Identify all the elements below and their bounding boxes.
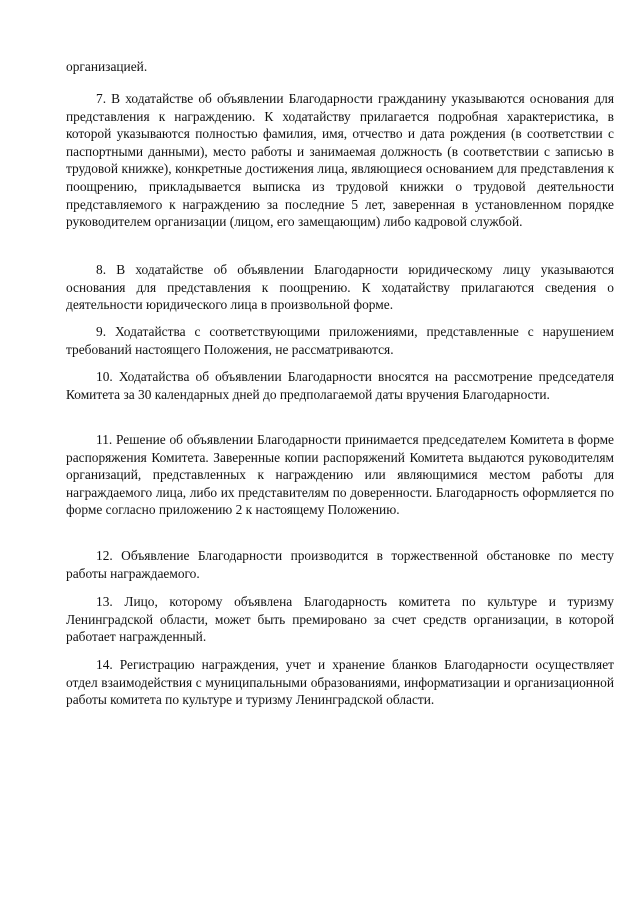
paragraph-14 <box>66 656 614 709</box>
paragraph-7 <box>66 90 614 231</box>
paragraph-text: 12. Объявление Благодарности производится в торжественной обстановке по месту работы награждаемого. <box>66 548 614 581</box>
paragraph-text: 13. Лицо, которому объявлена Благодарность комитета по культуре и туризму Ленинградской области, может быть премировано за счет средств организации, в которой работает награжденный. <box>66 594 614 645</box>
paragraph-9 <box>66 323 614 358</box>
lead-in-text <box>66 58 614 76</box>
paragraph-text: 8. В ходатайстве об объявлении Благодарности юридическому лицу указываются основания для представления к поощрению. К ходатайству прилагаются сведения о деятельности юридического лица в произвольной форме. <box>66 262 614 313</box>
paragraph-text: 11. Решение об объявлении Благодарности принимается председателем Комитета в форме распоряжения Комитета. Заверенные копии распоряжений Комитета выдаются руководителям организаций, представленных к награждению или являющимися местом работы для награждаемого лица, либо их представителям по доверенности. Благодарность оформляется по форме согласно приложению 2 к настоящему Положению. <box>66 432 614 518</box>
paragraph-text: 14. Регистрацию награждения, учет и хранение бланков Благодарности осуществляет отдел взаимодействия с муниципальными образованиями, информатизации и организационной работы комитета по культуре и туризму Ленинградской области. <box>66 657 614 708</box>
paragraph-text: 10. Ходатайства об объявлении Благодарности вносятся на рассмотрение председателя Комитета за 30 календарных дней до предполагаемой даты вручения Благодарности. <box>66 369 614 402</box>
paragraph-12 <box>66 547 614 582</box>
paragraph-text: 7. В ходатайстве об объявлении Благодарности гражданину указываются основания для представления к награждению. К ходатайству прилагается подробная характеристика, в которой указываются полностью фамилия, имя, отчество и дата рождения (в соответствии с паспортными данными), место работы и занимаемая должность (в соответствии с записью в трудовой книжке), конкретные достижения лица, являющиеся основанием для представления к поощрению, прикладывается выписка из трудовой книжки о трудовой деятельности представляемого к награждению за последние 5 лет, заверенная в установленном порядке руководителем организации (лицом, его замещающим) либо кадровой службой. <box>66 91 614 230</box>
paragraph-10 <box>66 368 614 403</box>
paragraph-11 <box>66 431 614 519</box>
paragraph-13 <box>66 593 614 646</box>
lead-in-line: организацией. <box>66 59 148 74</box>
paragraph-text: 9. Ходатайства с соответствующими приложениями, представленные с нарушением требований настоящего Положения, не рассматриваются. <box>66 324 614 357</box>
paragraph-8 <box>66 261 614 314</box>
